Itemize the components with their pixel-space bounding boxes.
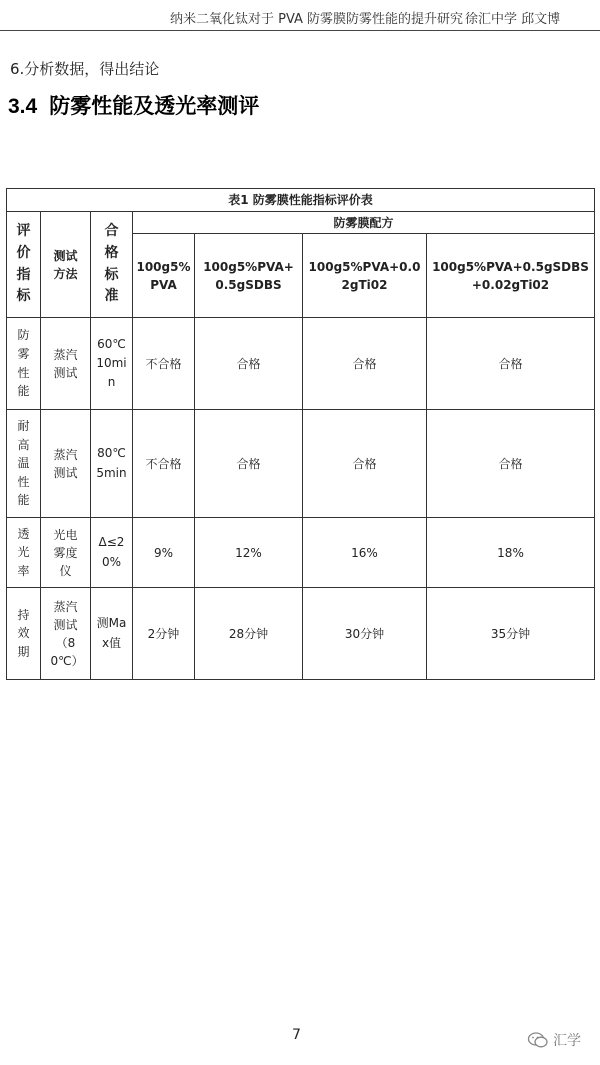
page-number: 7 [292, 1027, 301, 1043]
header-standard: 合格标准 [91, 212, 133, 318]
section-heading [8, 90, 259, 120]
step-text: 6.分析数据，得出结论 [10, 60, 160, 78]
header-formula-group: 防雾膜配方 [133, 212, 595, 234]
row-value: 不合格 [133, 410, 195, 518]
wechat-bubble-icon [527, 1031, 549, 1049]
row-value: 合格 [303, 410, 427, 518]
row-value: 9% [133, 518, 195, 588]
row-value: 不合格 [133, 318, 195, 410]
formula-header: 100g5%PVA+0.5gSDBS+0.02gTi02 [427, 234, 595, 318]
row-value: 合格 [427, 410, 595, 518]
page-header [0, 0, 600, 31]
row-standard: 60℃10min [91, 318, 133, 410]
row-item: 耐高温性能 [7, 410, 41, 518]
row-standard: Δ≤20% [91, 518, 133, 588]
row-item: 透光率 [7, 518, 41, 588]
row-standard: 测Max值 [91, 588, 133, 680]
row-item: 持效期 [7, 588, 41, 680]
table-caption: 表1 防雾膜性能指标评价表 [7, 189, 595, 212]
row-method: 蒸汽测试 [41, 410, 91, 518]
row-value: 2分钟 [133, 588, 195, 680]
row-method: 光电雾度仪 [41, 518, 91, 588]
row-value: 合格 [303, 318, 427, 410]
row-value: 18% [427, 518, 595, 588]
section-title: 防雾性能及透光率测评 [49, 94, 260, 118]
section-number: 3.4 [8, 95, 38, 118]
table-row [7, 318, 595, 410]
row-standard: 80℃5min [91, 410, 133, 518]
row-method: 蒸汽测试（80℃） [41, 588, 91, 680]
row-value: 28分钟 [195, 588, 303, 680]
watermark-text: 汇学 [553, 1033, 581, 1049]
header-item: 评价指标 [7, 212, 41, 318]
row-value: 30分钟 [303, 588, 427, 680]
header-title: 纳米二氧化钛对于 PVA 防雾膜防雾性能的提升研究 [170, 12, 464, 27]
table-row [7, 410, 595, 518]
header-method: 测试方法 [41, 212, 91, 318]
header-author: 徐汇中学 邱文博 [465, 12, 561, 27]
row-value: 12% [195, 518, 303, 588]
watermark [527, 1030, 581, 1050]
row-value: 16% [303, 518, 427, 588]
formula-header: 100g5%PVA+0.5gSDBS [195, 234, 303, 318]
performance-table [6, 188, 595, 680]
row-value: 35分钟 [427, 588, 595, 680]
row-value: 合格 [195, 318, 303, 410]
row-value: 合格 [195, 410, 303, 518]
formula-header: 100g5%PVA+0.02gTi02 [303, 234, 427, 318]
row-item: 防雾性能 [7, 318, 41, 410]
row-method: 蒸汽测试 [41, 318, 91, 410]
table-row [7, 588, 595, 680]
row-value: 合格 [427, 318, 595, 410]
formula-header: 100g5%PVA [133, 234, 195, 318]
table-row [7, 518, 595, 588]
